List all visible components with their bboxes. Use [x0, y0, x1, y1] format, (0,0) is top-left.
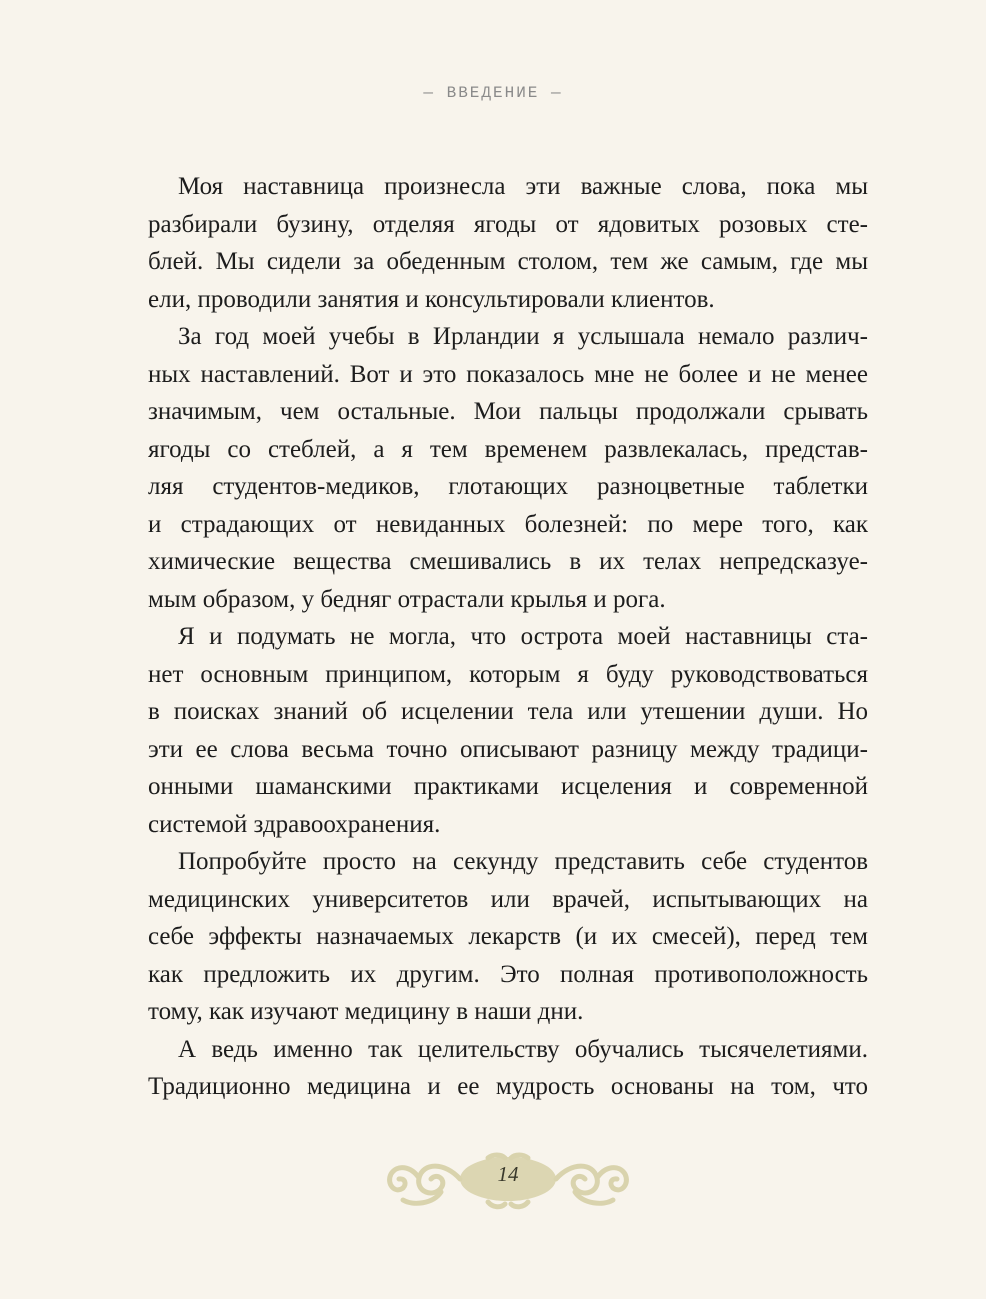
text-line: тому, как изучают медицину в наши дни.	[148, 998, 584, 1025]
paragraph-1	[148, 168, 868, 318]
text-line: как предложить их другим. Это полная противоположность	[148, 960, 868, 988]
text-line: А ведь именно так целительству обучались тысячелетиями.	[178, 1035, 868, 1063]
text-line: блей. Мы сидели за обеденным столом, тем же самым, где мы	[148, 248, 868, 275]
text-line: эти ее слова весьма точно описывают разницу между традици-	[148, 735, 868, 763]
text-line: и страдающих от невиданных болезней: по мере того, как	[148, 510, 868, 538]
text-line: себе эффекты назначаемых лекарств (и их смесей), перед тем	[148, 923, 868, 950]
text-line: медицинских университетов или врачей, испытывающих на	[148, 885, 868, 913]
text-line: Попробуйте просто на секунду представить себе студентов	[178, 848, 868, 875]
text-line: ных наставлений. Вот и это показалось мне не более и не менее	[148, 360, 868, 388]
text-line: мым образом, у бедняг отрастали крылья и рога.	[148, 585, 666, 613]
text-line: онными шаманскими практиками исцеления и современной	[148, 773, 868, 800]
page-number: 14	[497, 1162, 519, 1186]
text-line: системой здравоохранения.	[148, 810, 441, 838]
text-line: Традиционно медицина и ее мудрость основаны на том, что	[148, 1073, 868, 1100]
paragraph-3	[148, 618, 868, 843]
paragraph-4	[148, 843, 868, 1031]
text-line: химические вещества смешивались в их телах непредсказуе-	[148, 548, 868, 575]
text-line: значимым, чем остальные. Мои пальцы продолжали срывать	[148, 398, 868, 425]
text-line: разбирали бузину, отделяя ягоды от ядовитых розовых сте-	[148, 210, 868, 238]
text-line: нет основным принципом, которым я буду руководствоваться	[148, 660, 868, 688]
text-line: ели, проводили занятия и консультировали клиентов.	[148, 285, 715, 313]
text-line: Моя наставница произнесла эти важные слова, пока мы	[178, 173, 868, 200]
text-line: За год моей учебы в Ирландии я услышала немало различ-	[178, 323, 868, 350]
text-line: в поисках знаний об исцелении тела или утешении души. Но	[148, 698, 868, 725]
paragraph-2	[148, 318, 868, 618]
text-line: ягоды со стеблей, а я тем временем развлекалась, представ-	[148, 435, 868, 463]
body-text	[148, 168, 868, 1106]
running-head: — ВВЕДЕНИЕ —	[423, 84, 563, 102]
text-line: ляя студентов-медиков, глотающих разноцветные таблетки	[148, 473, 868, 500]
paragraph-5	[148, 1031, 868, 1106]
text-line: Я и подумать не могла, что острота моей наставницы ста-	[178, 623, 868, 650]
